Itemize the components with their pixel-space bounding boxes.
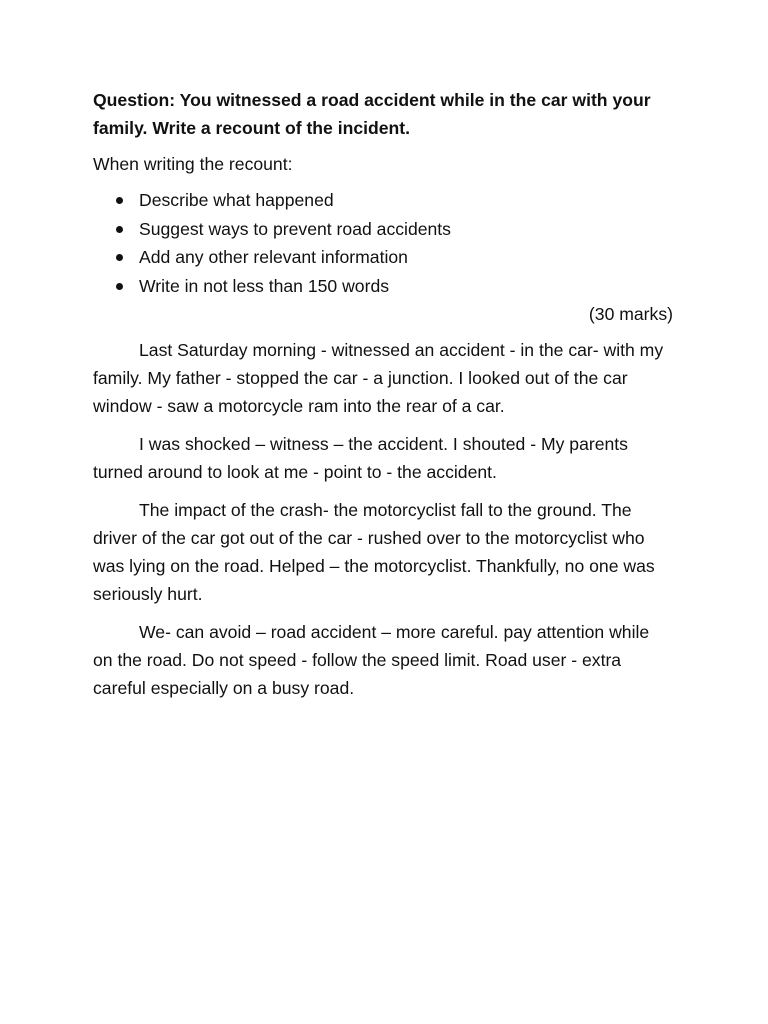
recount-paragraph: I was shocked – witness – the accident. I shouted - My parents turned around to look at me - point to - the accident. [93,434,628,482]
bullet-icon [116,226,123,233]
bullet-icon [116,283,123,290]
list-item [116,272,673,301]
list-item-text: Suggest ways to prevent road accidents [139,218,451,239]
list-item [116,186,673,215]
list-item-text: Add any other relevant information [139,247,408,267]
instructions-list [93,186,673,300]
marks-label: (30 marks) [588,304,673,324]
bullet-icon [116,254,123,261]
recount-paragraph: The impact of the crash- the motorcyclist fall to the ground. The driver of the car got out of the car - rushed over to the motorcyclist who was lying on the road. Helped – the motorcyclist. Thankfully, no one was seriously hurt. [93,500,655,604]
list-item-text: Write in not less than 150 words [139,275,390,296]
question-heading: Question: You witnessed a road accident while in the car with your family. Write a recount of the incident. [93,90,651,138]
document-page [93,86,673,712]
instructions-intro: When writing the recount: [93,154,293,174]
recount-paragraph: We- can avoid – road accident – more careful. pay attention while on the road. Do not speed - follow the speed limit. Road user - extra careful especially on a busy road. [93,622,650,698]
list-item-text: Describe what happened [139,190,334,210]
recount-paragraph: Last Saturday morning - witnessed an accident - in the car- with my family. My father - stopped the car - a junction. I looked out of the car window - saw a motorcycle ram into the rear of a car. [93,340,664,416]
list-item [116,215,673,244]
list-item [116,243,673,272]
bullet-icon [116,197,123,204]
